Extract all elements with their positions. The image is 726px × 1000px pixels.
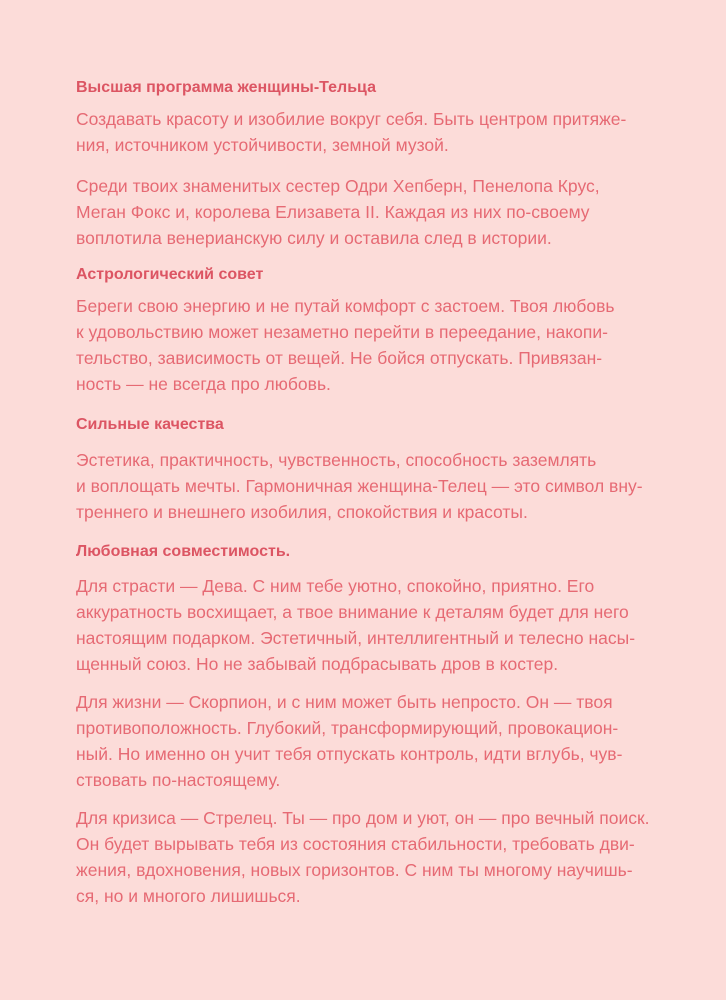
text-line: ния, источником устойчивости, земной музой. bbox=[76, 135, 449, 155]
text-line: Для страсти — Дева. С ним тебе уютно, спокойно, приятно. Его bbox=[76, 576, 595, 596]
text-line: ся, но и многого лишишься. bbox=[76, 886, 301, 906]
section-heading: Любовная совместимость. bbox=[76, 543, 291, 560]
text-line: щенный союз. Но не забывай подбрасывать дров в костер. bbox=[76, 654, 559, 674]
text-line: Он будет вырывать тебя из состояния стабильности, требовать дви- bbox=[76, 834, 635, 854]
section-heading: Высшая программа женщины-Тельца bbox=[76, 79, 376, 96]
text-line: настоящим подарком. Эстетичный, интеллигентный и телесно насы- bbox=[76, 628, 636, 648]
text-line: противоположность. Глубокий, трансформирующий, провокацион- bbox=[76, 718, 619, 738]
text-line: ный. Но именно он учит тебя отпускать контроль, идти вглубь, чув- bbox=[76, 744, 623, 764]
section-heading: Астрологический совет bbox=[76, 266, 264, 283]
text-line: жения, вдохновения, новых горизонтов. С ним ты многому научишь- bbox=[76, 860, 633, 880]
text-line: Меган Фокс и, королева Елизавета II. Каждая из них по-своему bbox=[76, 202, 590, 222]
text-line: ствовать по-настоящему. bbox=[76, 770, 281, 790]
text-line: Для кризиса — Стрелец. Ты — про дом и уют, он — про вечный поиск. bbox=[76, 808, 650, 828]
text-line: ность — не всегда про любовь. bbox=[76, 374, 331, 394]
text-line: и воплощать мечты. Гармоничная женщина-Телец — это символ вну- bbox=[76, 476, 643, 496]
text-line: к удовольствию может незаметно перейти в переедание, накопи- bbox=[76, 322, 608, 342]
text-line: Для жизни — Скорпион, и с ним может быть непросто. Он — твоя bbox=[76, 692, 613, 712]
text-line: Создавать красоту и изобилие вокруг себя. Быть центром притяже- bbox=[76, 109, 627, 129]
text-line: Среди твоих знаменитых сестер Одри Хепберн, Пенелопа Крус, bbox=[76, 176, 600, 196]
text-line: аккуратность восхищает, а твое внимание к деталям будет для него bbox=[76, 602, 629, 622]
text-line: треннего и внешнего изобилия, спокойствия и красоты. bbox=[76, 502, 528, 522]
text-line: Береги свою энергию и не путай комфорт с застоем. Твоя любовь bbox=[76, 296, 615, 316]
section-heading: Сильные качества bbox=[76, 416, 224, 433]
text-line: тельство, зависимость от вещей. Не бойся отпускать. Привязан- bbox=[76, 348, 603, 368]
text-line: Эстетика, практичность, чувственность, способность заземлять bbox=[76, 450, 597, 470]
text-line: воплотила венерианскую силу и оставила след в истории. bbox=[76, 228, 552, 248]
